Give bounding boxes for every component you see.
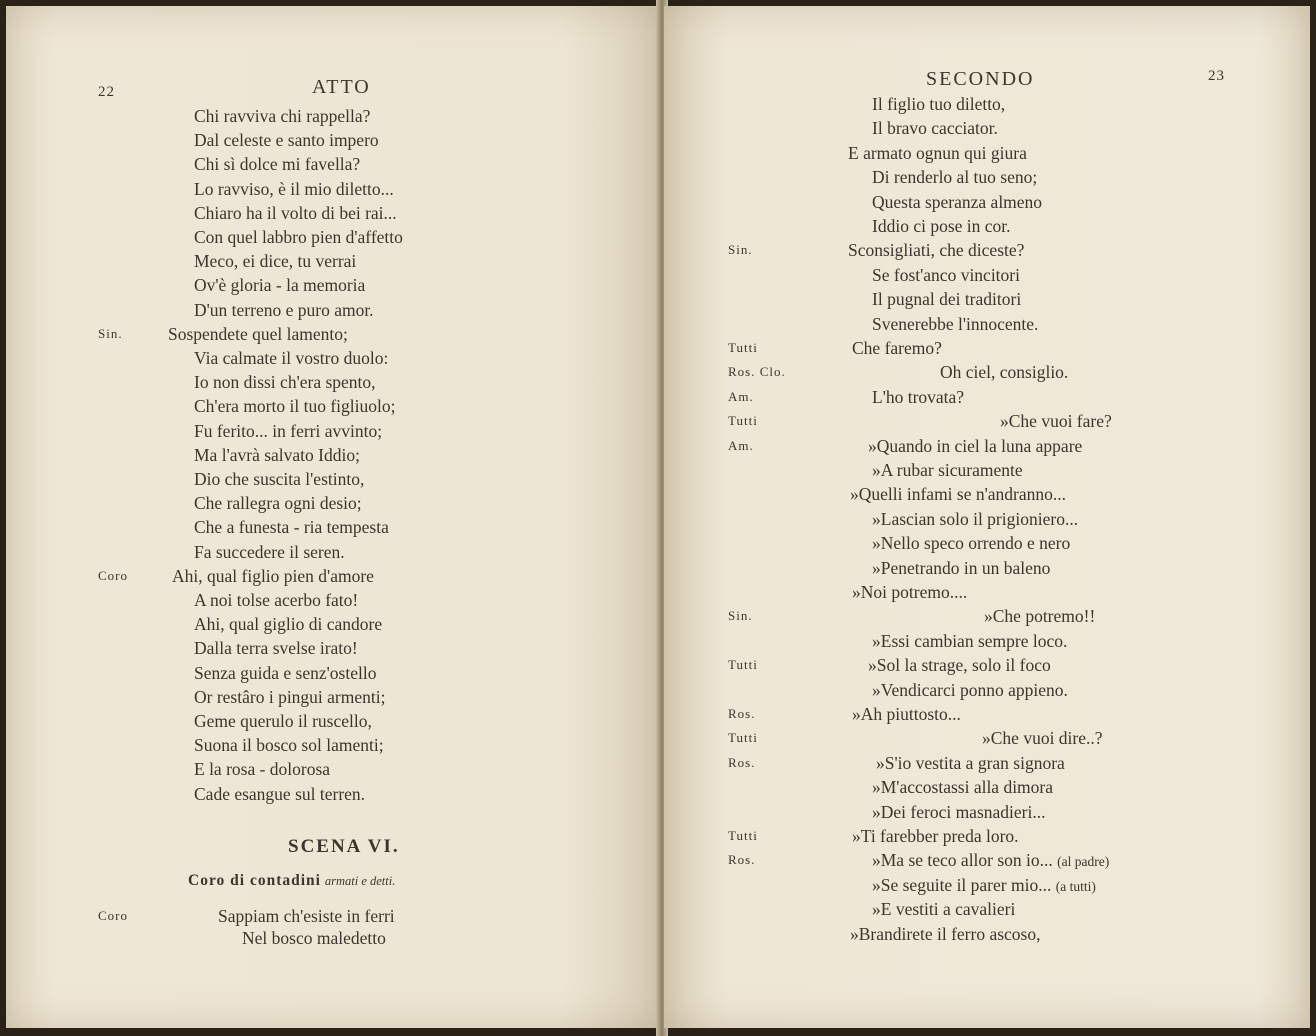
verse-line: Ahi, qual figlio pien d'amore [172,565,374,586]
verse-line: Io non dissi ch'era spento, [194,372,376,393]
verse-line: Ch'era morto il tuo figliuolo; [194,396,396,417]
verse-text: Se fost'anco vincitori [872,264,1020,285]
speaker-label: Am. [728,388,754,404]
speaker-label: Ros. [728,754,756,770]
verse-line [872,92,1005,116]
verse-line: Chiaro ha il volto di bei rai... [194,202,397,223]
verse-line [872,116,998,140]
verse-line: Fa succedere il seren. [194,541,345,562]
scene-subtitle [188,872,395,890]
speaker-label: Sin. [98,325,123,341]
verse-line: Con quel labbro pien d'affetto [194,227,403,247]
verse-line: Chi sì dolce mi favella? [194,154,361,175]
verse-line [982,726,1103,750]
verse-line [872,385,964,409]
verse-line: Chi ravviva chi rappella? [194,106,371,126]
verse-line [872,507,1078,531]
verse-line [872,458,1023,482]
verse-text: »Se seguite il parer mio... [872,874,1052,895]
verse-line: Suona il bosco sol lamenti; [194,735,384,756]
running-head: SECONDO [926,68,1035,90]
verse-text: »A rubar sicuramente [872,460,1023,480]
verse-text: »Che vuoi dire..? [982,728,1103,749]
verse-text: Che faremo? [852,338,942,358]
running-head: ATTO [312,76,371,98]
verse-text: »Lascian solo il prigioniero... [872,508,1079,529]
verse-line: Sospendete quel lamento; [168,323,348,344]
verse-text: »Ah piuttosto... [852,704,961,724]
verse-line [872,897,1015,921]
verse-text: »Dei feroci masnadieri... [872,801,1046,822]
verse-text: Il bravo cacciator. [872,118,998,139]
verse-line: Lo ravviso, è il mio diletto... [194,178,394,199]
page-number: 22 [98,84,115,100]
speaker-label: Tutti [728,413,758,429]
speaker-label: Tutti [728,340,758,355]
verse-line [1000,409,1112,433]
verse-line: Sappiam ch'esiste in ferri [218,906,395,926]
verse-line: Che rallegra ogni desio; [194,493,362,514]
verse-line: Ahi, qual giglio di candore [194,614,383,635]
speaker-label: Am. [728,437,754,453]
verse-line [852,336,942,360]
right-page [664,6,1310,1028]
scene-title: SCENA VI. [288,836,400,857]
page-number: 23 [1208,68,1225,84]
verse-line [850,922,1040,946]
stage-direction: (al padre) [1057,854,1110,870]
verse-text: »Brandirete il ferro ascoso, [850,923,1041,944]
verse-line [872,775,1053,799]
verse-text: »Essi cambian sempre loco. [872,630,1068,651]
verse-line [872,312,1038,336]
verse-text: »Che potremo!! [984,606,1096,627]
verse-text: »E vestiti a cavalieri [872,899,1016,920]
verse-text: »Ma se teco allor son io... [872,850,1053,871]
verse-line [848,141,1027,165]
verse-text: »M'accostassi alla dimora [872,777,1054,798]
verse-line [984,604,1095,628]
verse-line [872,556,1050,580]
verse-line [876,751,1065,775]
verse-line [872,629,1067,653]
verse-line: D'un terreno e puro amor. [194,299,374,320]
speaker-label: Sin. [728,242,753,258]
verse-line [850,482,1066,506]
verse-line: Geme querulo il ruscello, [194,711,372,731]
verse-line: Dio che suscita l'estinto, [194,469,365,489]
verse-line [852,580,967,604]
verse-text: Iddio ci pose in cor. [872,216,1011,236]
verse-line [872,873,1096,899]
verse-line: Nel bosco maledetto [242,928,386,948]
speaker-label: Coro [98,567,128,583]
verse-line [868,434,1082,458]
verse-line [852,702,961,726]
verse-text: »Noi potremo.... [852,582,968,602]
verse-line [872,214,1011,238]
verse-line: Or restâro i pingui armenti; [194,686,386,707]
verse-line: Via calmate il vostro duolo: [194,348,389,368]
speaker-label: Sin. [728,608,753,624]
verse-text: »Sol la strage, solo il foco [868,655,1051,676]
verse-line [872,165,1037,189]
verse-line [852,824,1019,848]
verse-line [868,653,1051,677]
verse-text: »S'io vestita a gran signora [876,752,1065,773]
verse-line: Dal celeste e santo impero [194,130,379,151]
verse-text: »Quelli infami se n'andranno... [850,484,1067,505]
verse-line: Senza guida e senz'ostello [194,662,377,683]
verse-text: »Ti farebber preda loro. [852,826,1019,846]
scene-subtitle-characters: Coro di contadini [188,872,321,889]
verse-line: Che a funesta - ria tempesta [194,517,389,538]
verse-text: Di renderlo al tuo seno; [872,167,1038,188]
verse-text: Svenerebbe l'innocente. [872,313,1039,334]
verse-line: Ma l'avrà salvato Iddio; [194,444,360,465]
verse-line [872,263,1020,287]
speaker-label: Ros. [728,706,756,721]
stage-direction: (a tutti) [1055,878,1096,894]
verse-text: Sconsigliati, che diceste? [848,240,1025,261]
verse-text: Questa speranza almeno [872,191,1043,212]
verse-line: Fu ferito... in ferri avvinto; [194,420,383,441]
speaker-label: Coro [98,908,128,923]
verse-line [872,848,1109,874]
speaker-label: Ros. Clo. [728,364,786,380]
verse-text: Oh ciel, consiglio. [940,362,1069,383]
verse-line: E la rosa - dolorosa [194,759,331,780]
verse-text: »Nello speco orrendo e nero [872,533,1071,554]
verse-line [848,238,1024,262]
verse-text: E armato ognun qui giura [848,142,1027,163]
verse-text: Il pugnal dei traditori [872,289,1022,310]
verse-line: Ov'è gloria - la memoria [194,275,366,296]
verse-line: A noi tolse acerbo fato! [194,590,359,610]
verse-text: »Penetrando in un baleno [872,557,1051,578]
verse-line [872,800,1045,824]
verse-text: Il figlio tuo diletto, [872,94,1006,114]
verse-text: »Quando in ciel la luna appare [868,435,1083,456]
verse-line: Cade esangue sul terren. [194,783,366,804]
verse-line: Dalla terra svelse irato! [194,638,358,659]
verse-line [872,190,1042,214]
verse-line [872,287,1021,311]
speaker-label: Tutti [728,730,758,746]
verse-line [872,531,1070,555]
speaker-label: Tutti [728,828,758,843]
left-page [6,6,660,1028]
speaker-label: Tutti [728,657,758,673]
verse-text: »Vendicarci ponno appieno. [872,679,1068,700]
speaker-label: Ros. [728,852,756,868]
verse-line [872,678,1068,702]
verse-line: Meco, ei dice, tu verrai [194,251,357,272]
verse-line [940,360,1068,384]
verse-text: L'ho trovata? [872,386,965,407]
scene-subtitle-direction: armati e detti. [324,874,396,888]
verse-text: »Che vuoi fare? [1000,411,1112,432]
